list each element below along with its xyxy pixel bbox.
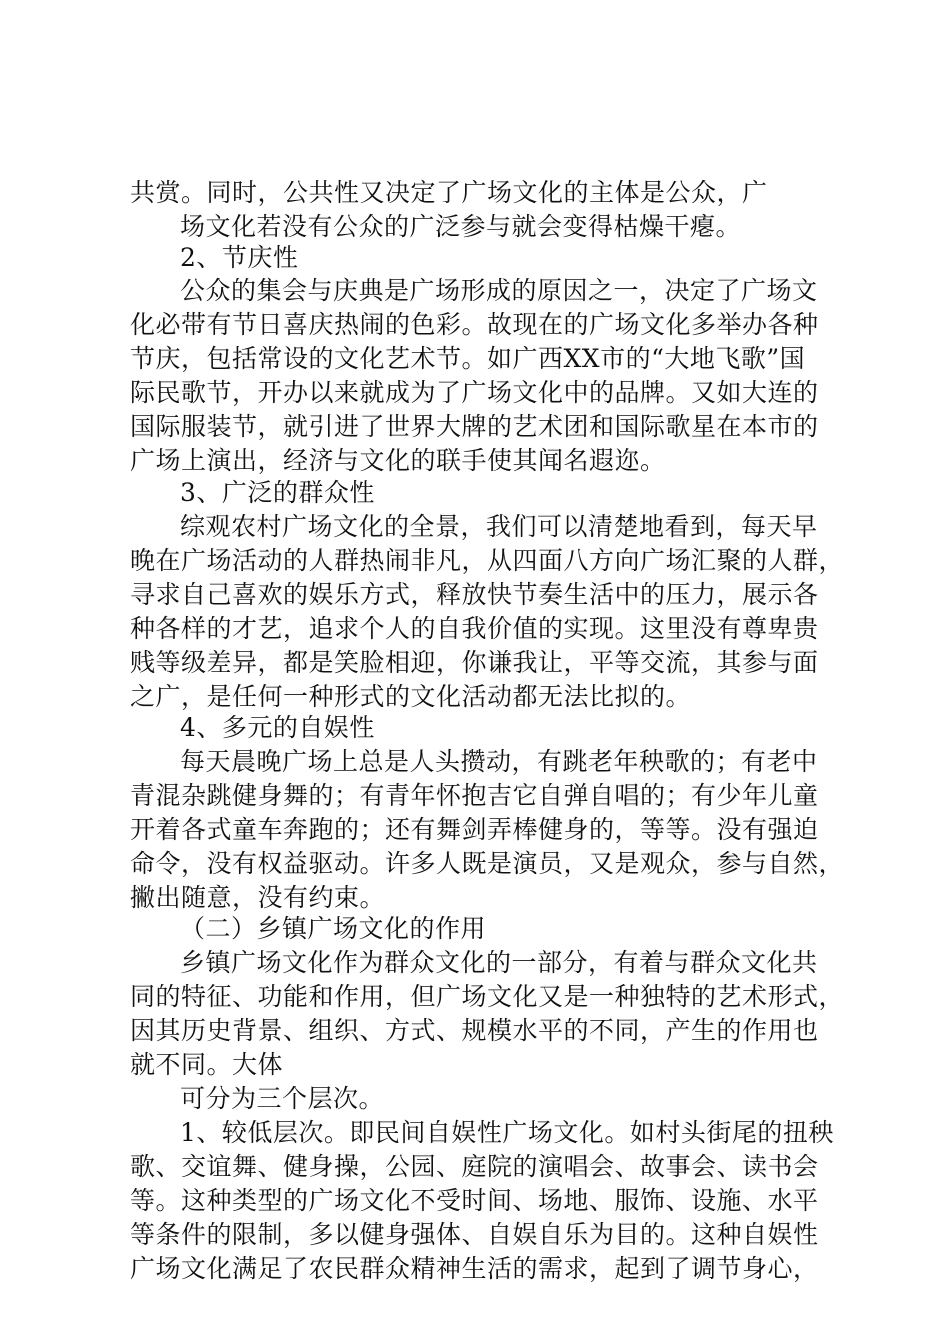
text-line: 节庆，包括常设的文化艺术节。如广西XX市的“大地飞歌”国 (130, 344, 806, 373)
text-line: 等条件的限制，多以健身强体、自娱自乐为目的。这种自娱性 (130, 1220, 819, 1249)
text-line: 寻求自己喜欢的娱乐方式，释放快节奏生活中的压力，展示各 (130, 580, 819, 609)
section-heading: （二）乡镇广场文化的作用 (180, 914, 487, 943)
text-line: 开着各式童车奔跑的；还有舞剑弄棒健身的，等等。没有强迫 (130, 815, 819, 844)
text-line: 撇出随意，没有约束。 (130, 883, 386, 912)
text-line: 每天晨晚广场上总是人头攒动，有跳老年秧歌的；有老中 (180, 747, 818, 776)
text-line: 因其历史背景、组织、方式、规模水平的不同，产生的作用也 (130, 1016, 819, 1045)
text-line: 命令，没有权益驱动。许多人既是演员，又是观众，参与自然， (130, 849, 845, 878)
text-line: 青混杂跳健身舞的；有青年怀抱吉它自弹自唱的；有少年儿童 (130, 781, 819, 810)
text-line: 同的特征、功能和作用，但广场文化又是一种独特的艺术形式， (130, 982, 845, 1011)
text-line: 等。这种类型的广场文化不受时间、场地、服饰、设施、水平 (130, 1186, 819, 1215)
text-line: 可分为三个层次。 (180, 1084, 385, 1113)
text-line: 之广，是任何一种形式的文化活动都无法比拟的。 (130, 682, 692, 711)
section-heading: 2、节庆性 (180, 243, 299, 272)
text-line: 晚在广场活动的人群热闹非凡，从四面八方向广场汇聚的人群， (130, 546, 845, 575)
text-line: 种各样的才艺，追求个人的自我价值的实现。这里没有尊卑贵 (130, 614, 819, 643)
text-line: 就不同。大体 (130, 1050, 284, 1079)
text-line: 共赏。同时，公共性又决定了广场文化的主体是公众，广 (130, 178, 768, 207)
text-line: 广场文化满足了农民群众精神生活的需求，起到了调节身心， (130, 1254, 819, 1283)
text-line: 歌、交谊舞、健身操，公园、庭院的演唱会、故事会、读书会 (130, 1152, 819, 1181)
section-heading: 4、多元的自娱性 (180, 713, 375, 742)
text-line: 国际服装节，就引进了世界大牌的艺术团和国际歌星在本市的 (130, 412, 819, 441)
text-line: 化必带有节日喜庆热闹的色彩。故现在的广场文化多举办各种 (130, 310, 819, 339)
text-line: 乡镇广场文化作为群众文化的一部分，有着与群众文化共 (180, 948, 818, 977)
text-line: 广场上演出，经济与文化的联手使其闻名遐迩。 (130, 446, 666, 475)
section-heading: 3、广泛的群众性 (180, 478, 375, 507)
text-line: 综观农村广场文化的全景，我们可以清楚地看到，每天早 (180, 512, 818, 541)
text-line: 际民歌节，开办以来就成为了广场文化中的品牌。又如大连的 (130, 378, 819, 407)
text-line: 贱等级差异，都是笑脸相迎，你谦我让，平等交流，其参与面 (130, 648, 819, 677)
text-line: 场文化若没有公众的广泛参与就会变得枯燥干瘪。 (180, 212, 742, 241)
text-line: 公众的集会与庆典是广场形成的原因之一，决定了广场文 (180, 276, 818, 305)
text-line: 1、较低层次。即民间自娱性广场文化。如村头街尾的扭秧 (180, 1118, 834, 1147)
